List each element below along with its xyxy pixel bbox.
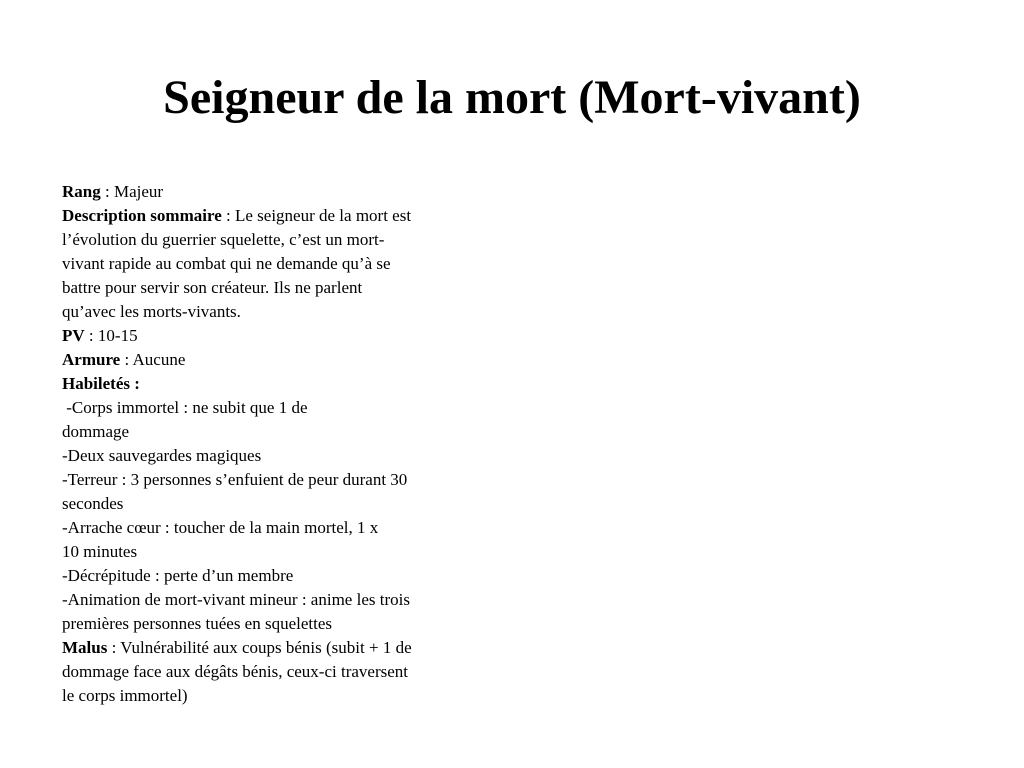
field-pv: [62, 324, 502, 348]
habilete-line: -Animation de mort-vivant mineur : anime les trois: [62, 590, 410, 609]
malus-line: Vulnérabilité aux coups bénis (subit + 1 de: [120, 638, 412, 657]
habilete-line: premières personnes tuées en squelettes: [62, 614, 333, 633]
field-malus: [62, 636, 502, 660]
malus-line: le corps immortel): [62, 686, 188, 705]
habilete-line: -Décrépitude : perte d’un membre: [62, 566, 294, 585]
description-line: vivant rapide au combat qui ne demande qu’à se: [62, 254, 391, 273]
habilete-line: -Terreur : 3 personnes s’enfuient de peur durant 30: [62, 470, 408, 489]
malus-separator: :: [107, 638, 121, 657]
description-label: Description sommaire: [62, 206, 222, 225]
field-habiletes: [62, 372, 502, 396]
habilete-line: secondes: [62, 494, 124, 513]
pv-separator: :: [84, 326, 98, 345]
armure-label: Armure: [62, 350, 121, 369]
armure-value: Aucune: [132, 350, 186, 369]
description-line: battre pour servir son créateur. Ils ne parlent: [62, 278, 363, 297]
field-description: [62, 204, 502, 228]
description-separator: :: [221, 206, 235, 225]
description-line: qu’avec les morts-vivants.: [62, 302, 241, 321]
habilete-line: dommage: [62, 422, 130, 441]
armure-separator: :: [120, 350, 133, 369]
habilete-line: -Corps immortel : ne subit que 1 de: [62, 398, 308, 417]
description-line: l’évolution du guerrier squelette, c’est un mort-: [62, 230, 385, 249]
habilete-line: 10 minutes: [62, 542, 138, 561]
field-armure: [62, 348, 502, 372]
field-rang: [62, 180, 502, 204]
malus-line: dommage face aux dégâts bénis, ceux-ci traversent: [62, 662, 408, 681]
description-line: Le seigneur de la mort est: [234, 206, 412, 225]
pv-label: PV: [62, 326, 85, 345]
habilete-line: -Arrache cœur : toucher de la main mortel, 1 x: [62, 518, 379, 537]
rang-separator: :: [100, 182, 114, 201]
slide-title: Seigneur de la mort (Mort-vivant): [163, 71, 861, 124]
habiletes-label: Habiletés: [62, 374, 130, 393]
habiletes-separator: :: [130, 374, 140, 393]
creature-description: [62, 180, 502, 708]
malus-label: Malus: [62, 638, 108, 657]
rang-label: Rang: [62, 182, 101, 201]
rang-value: Majeur: [113, 182, 164, 201]
habilete-line: -Deux sauvegardes magiques: [62, 446, 262, 465]
pv-value: 10-15: [97, 326, 138, 345]
